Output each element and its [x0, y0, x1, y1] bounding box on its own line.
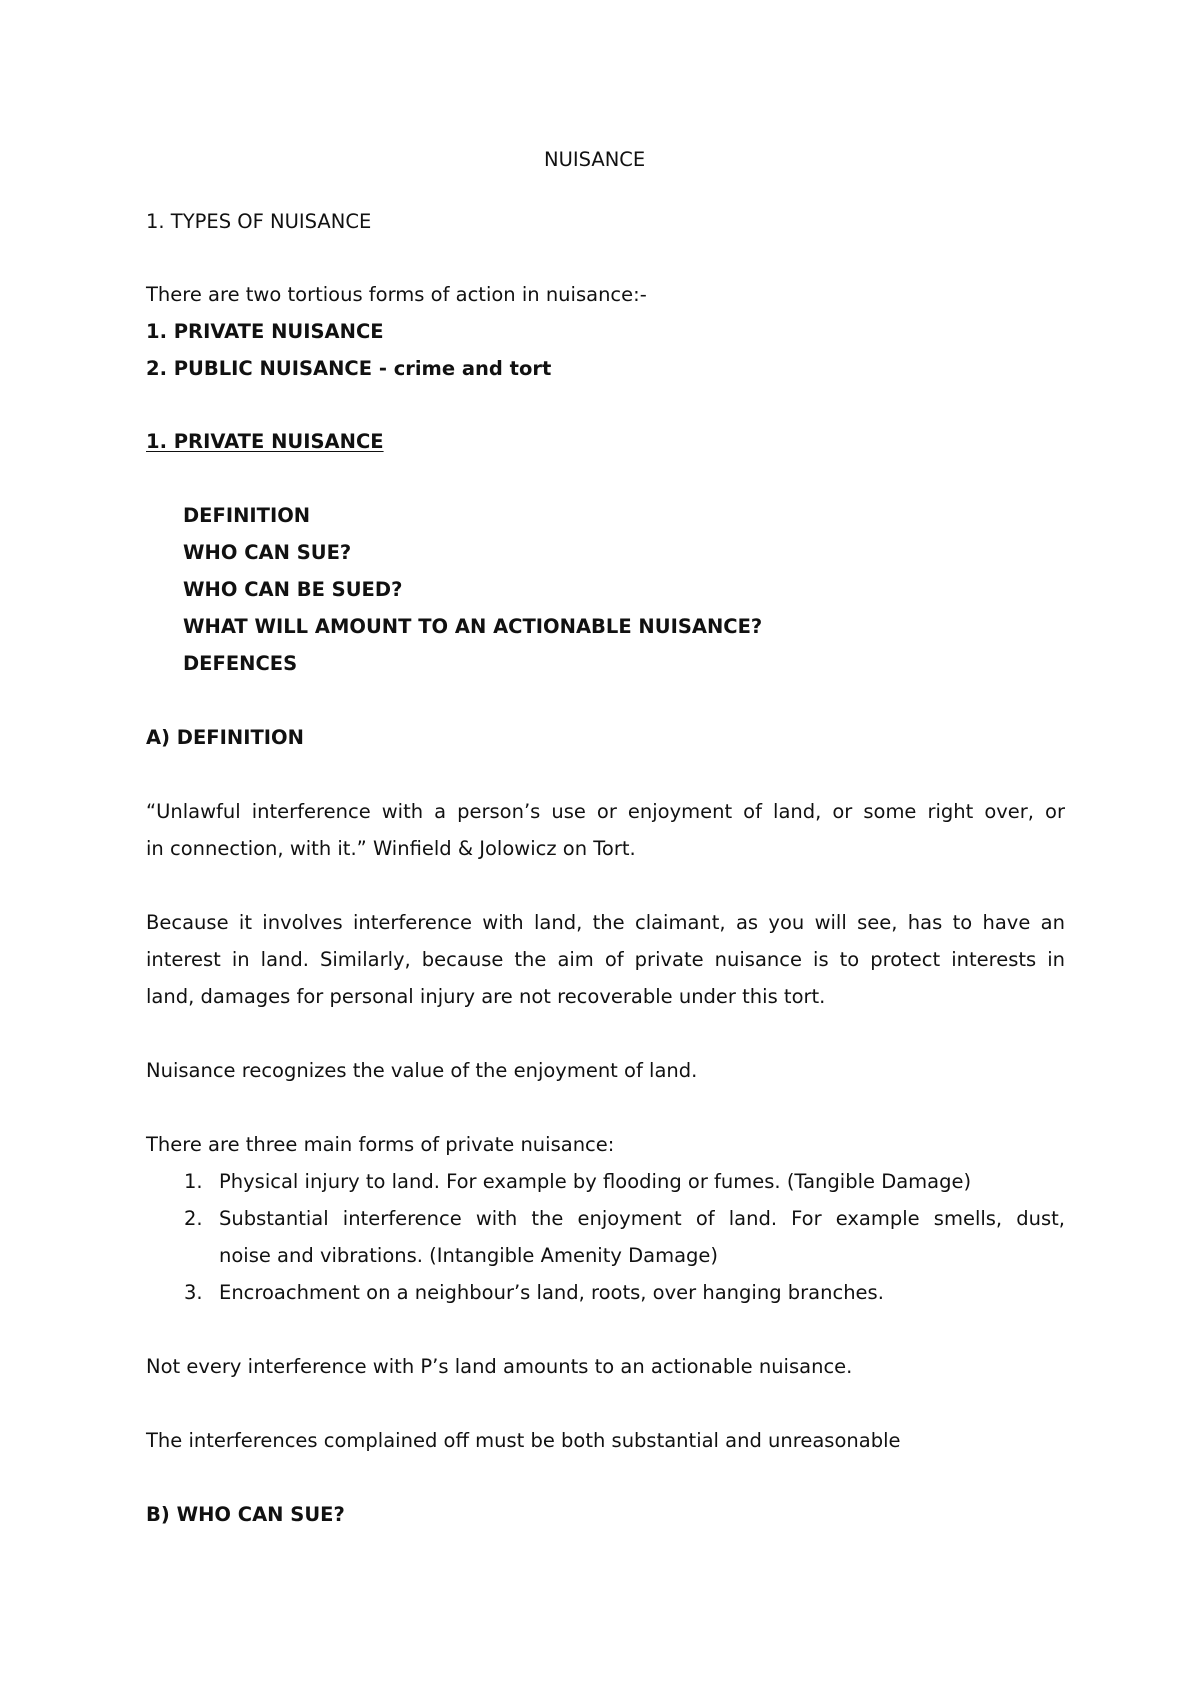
topic-definition: DEFINITION [183, 504, 311, 527]
topic-who-can-sue: WHO CAN SUE? [183, 541, 352, 564]
list-number: 2. [184, 1207, 203, 1230]
not-every-text: Not every interference with P’s land amounts to an actionable nuisance. [146, 1355, 853, 1378]
type-item-private: 1. PRIVATE NUISANCE [146, 320, 384, 343]
type-item-public: 2. PUBLIC NUISANCE - crime and tort [146, 357, 552, 380]
topic-who-can-be-sued: WHO CAN BE SUED? [183, 578, 403, 601]
list-item: Substantial interference with the enjoyment of land. For example smells, dust, [219, 1207, 1065, 1230]
quote-line: in connection, with it.” Winfield & Jolowicz on Tort. [146, 837, 636, 860]
list-item: Encroachment on a neighbour’s land, roots, over hanging branches. [219, 1281, 884, 1304]
interferences-text: The interferences complained off must be both substantial and unreasonable [146, 1429, 901, 1452]
document-title: NUISANCE [544, 148, 646, 171]
list-number: 3. [184, 1281, 203, 1304]
topic-defences: DEFENCES [183, 652, 298, 675]
intro-text: There are two tortious forms of action in nuisance:- [146, 283, 647, 306]
section-heading-types: 1. TYPES OF NUISANCE [146, 210, 372, 233]
list-item-continuation: noise and vibrations. (Intangible Amenity Damage) [219, 1244, 719, 1267]
definition-heading: A) DEFINITION [146, 726, 304, 749]
list-number: 1. [184, 1170, 203, 1193]
paragraph-line: land, damages for personal injury are not recoverable under this tort. [146, 985, 826, 1008]
paragraph-line: interest in land. Similarly, because the aim of private nuisance is to protect interests in [146, 948, 1065, 971]
forms-intro: There are three main forms of private nuisance: [146, 1133, 615, 1156]
who-can-sue-heading: B) WHO CAN SUE? [146, 1503, 345, 1526]
list-item: Physical injury to land. For example by flooding or fumes. (Tangible Damage) [219, 1170, 972, 1193]
recognizes-text: Nuisance recognizes the value of the enjoyment of land. [146, 1059, 698, 1082]
private-nuisance-heading: 1. PRIVATE NUISANCE [146, 430, 384, 453]
quote-line: “Unlawful interference with a person’s use or enjoyment of land, or some right over, or [146, 800, 1065, 823]
topic-actionable-nuisance: WHAT WILL AMOUNT TO AN ACTIONABLE NUISANCE? [183, 615, 763, 638]
paragraph-line: Because it involves interference with land, the claimant, as you will see, has to have an [146, 911, 1065, 934]
